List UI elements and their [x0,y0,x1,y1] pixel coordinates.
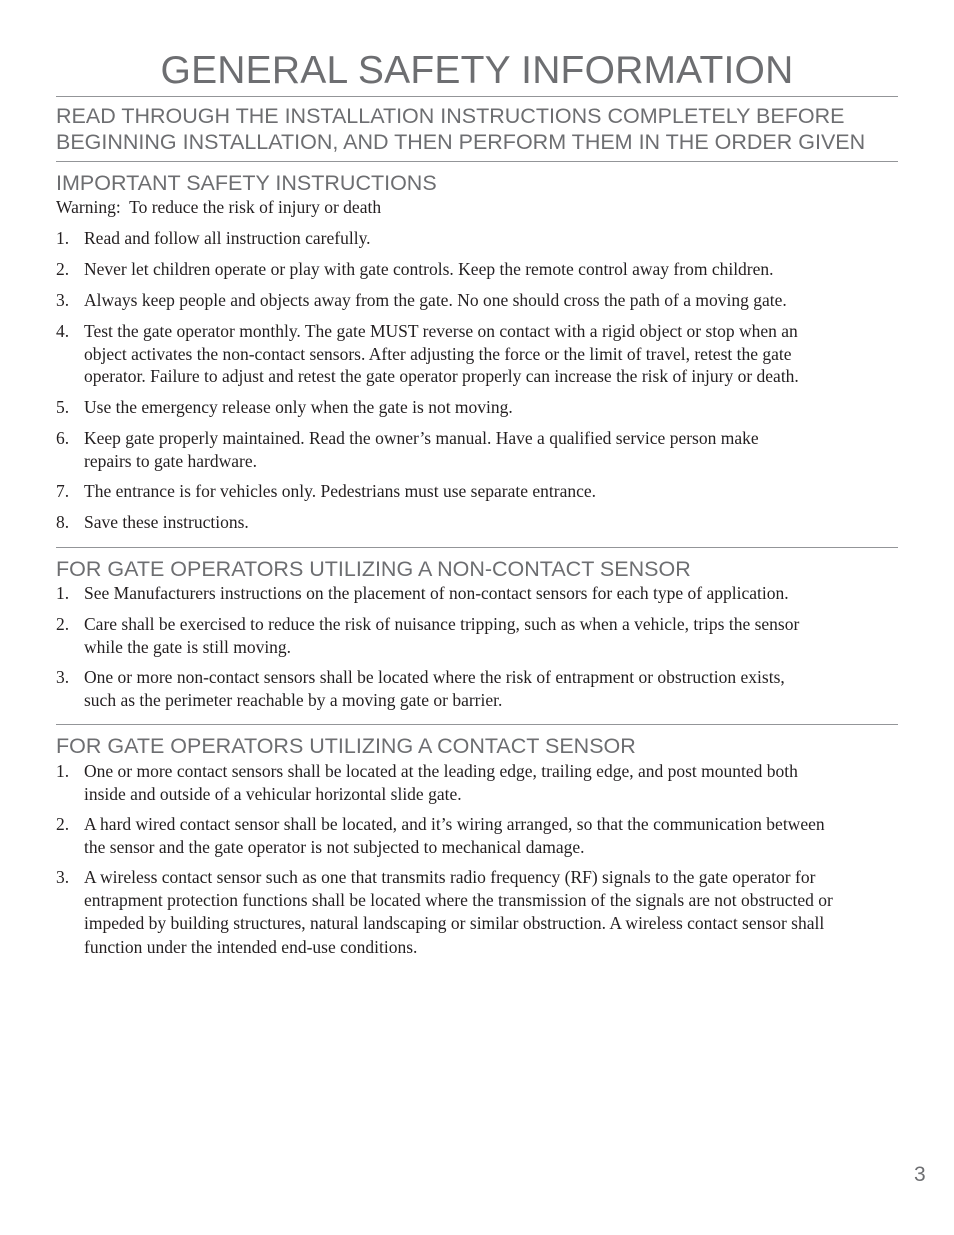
list-item-line: One or more contact sensors shall be located at the leading edge, trailing edge, and post mounted both [84,761,798,781]
list-item-line: Use the emergency release only when the gate is not moving. [84,397,513,417]
installation-notice [56,103,916,155]
list-item-number: 3. [56,290,70,310]
list-item-line: such as the perimeter reachable by a moving gate or barrier. [84,689,503,710]
list-item-number: 3. [56,667,70,687]
list-item-line: impeded by building structures, natural landscaping or similar obstruction. A wireless contact sensor shall [84,913,825,933]
list-item-line: One or more non-contact sensors shall be located where the risk of entrapment or obstruction exists, [84,667,785,687]
list-item-text [84,258,914,281]
installation-notice-line: READ THROUGH THE INSTALLATION INSTRUCTIONS COMPLETELY BEFORE [56,104,845,128]
list-item-number: 1. [56,228,70,248]
list-item-line: while the gate is still moving. [84,636,292,657]
list-item-line: function under the intended end-use conditions. [84,937,418,957]
list-item-line: Save these instructions. [84,512,249,532]
list-item-text [84,582,914,605]
list-item-line: repairs to gate hardware. [84,450,257,471]
list-item-number: 1. [56,583,70,603]
list-item-line: Care shall be exercised to reduce the risk of nuisance tripping, such as when a vehicle, trips the sensor [84,614,800,634]
list-item-text [84,396,914,419]
list-item-number: 3. [56,867,70,887]
list-item-number: 4. [56,321,70,341]
warning-text: Warning: To reduce the risk of injury or death [56,197,382,217]
list-item-line: Always keep people and objects away from the gate. No one should cross the path of a moving gate. [84,290,787,310]
page-number: 3 [914,1163,926,1186]
list-item-line: Never let children operate or play with gate controls. Keep the remote control away from children. [84,259,774,279]
installation-notice-line: BEGINNING INSTALLATION, AND THEN PERFORM THEM IN THE ORDER GIVEN [56,130,866,154]
list-item-line: A hard wired contact sensor shall be located, and it’s wiring arranged, so that the communication between [84,814,825,834]
list-item-text [84,613,914,658]
safety-heading: IMPORTANT SAFETY INSTRUCTIONS [56,171,437,195]
list-item-number: 1. [56,761,70,781]
title-rule [56,96,898,97]
notice-rule [56,161,898,162]
list-item-number: 2. [56,614,70,634]
non-contact-heading: FOR GATE OPERATORS UTILIZING A NON-CONTACT SENSOR [56,557,691,581]
list-item-text [84,289,914,312]
list-item-text [84,866,914,959]
section-rule [56,547,898,548]
list-item-line: The entrance is for vehicles only. Pedestrians must use separate entrance. [84,481,597,501]
list-item-line: the sensor and the gate operator is not subjected to mechanical damage. [84,836,585,857]
list-item-text [84,760,914,805]
list-item-number: 7. [56,481,70,501]
list-item-line: inside and outside of a vehicular horizontal slide gate. [84,783,462,804]
page-title: GENERAL SAFETY INFORMATION [160,49,794,92]
list-item-number: 6. [56,428,70,448]
list-item-line: entrapment protection functions shall be located where the transmission of the signals are not obstructed or [84,889,833,910]
list-item-number: 8. [56,512,70,532]
list-item-line: Read and follow all instruction carefully. [84,228,371,248]
list-item-text [84,227,914,250]
list-item-number: 2. [56,814,70,834]
list-item-line: Keep gate properly maintained. Read the owner’s manual. Have a qualified service person make [84,428,759,448]
list-item-number: 5. [56,397,70,417]
list-item-text [84,666,914,711]
list-item-line: See Manufacturers instructions on the placement of non-contact sensors for each type of application. [84,583,789,603]
list-item-text [84,320,914,388]
contact-heading: FOR GATE OPERATORS UTILIZING A CONTACT SENSOR [56,734,636,758]
list-item-line: A wireless contact sensor such as one that transmits radio frequency (RF) signals to the gate operator for [84,867,816,887]
list-item-text [84,480,914,503]
list-item-text [84,813,914,858]
list-item-line: Test the gate operator monthly. The gate MUST reverse on contact with a rigid object or stop when an [84,321,798,341]
list-item-number: 2. [56,259,70,279]
list-item-line: object activates the non-contact sensors. After adjusting the force or the limit of travel, retest the gate [84,343,792,364]
section-rule [56,724,898,725]
list-item-text [84,511,914,534]
list-item-line: operator. Failure to adjust and retest the gate operator properly can increase the risk of injury or death. [84,366,799,386]
list-item-text [84,427,914,472]
